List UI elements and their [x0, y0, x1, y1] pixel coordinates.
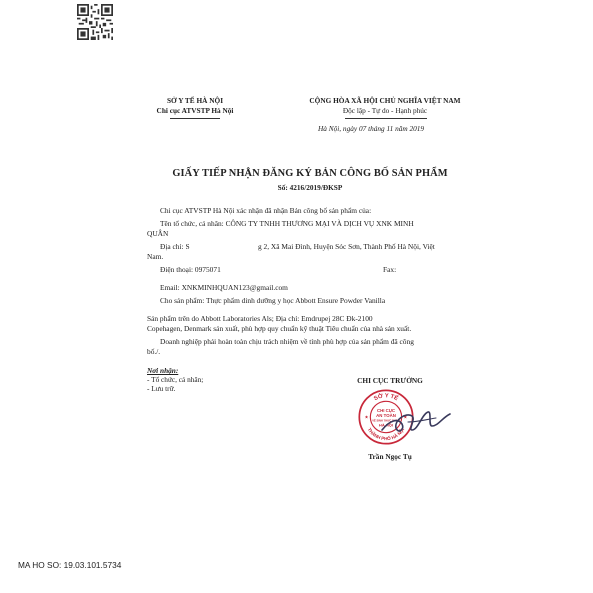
phone-number: Điện thoại: 0975071: [160, 265, 221, 274]
manufacturer-info-cont: Copehagen, Denmark sản xuất, phù hợp quy chuẩn kỹ thuật Tiêu chuẩn của nhà sản xuất.: [147, 324, 412, 333]
address-cont: Nam.: [147, 252, 164, 261]
stamp-star-icon: ★: [364, 415, 369, 421]
signer-role: CHI CỤC TRƯỞNG: [357, 376, 423, 385]
recipient-item: - Tổ chức, cá nhân;: [147, 375, 204, 384]
product-name: Cho sản phẩm: Thực phẩm dinh dưỡng y học Abbott Ensure Powder Vanilla: [160, 296, 386, 305]
stamp-top-text: SỞ Y TẾ: [373, 393, 399, 403]
stamp-inner-text: VỆ SINH THỰC PHẨM: [372, 419, 400, 423]
issue-date: Hà Nội, ngày 07 tháng 11 năm 2019: [318, 124, 425, 133]
signer-name: Trần Ngọc Tụ: [368, 452, 412, 461]
qr-code-icon: [77, 4, 113, 40]
email-label: Email:: [160, 283, 182, 292]
issuing-department: SỞ Y TẾ HÀ NỘI: [166, 96, 224, 105]
national-motto: Độc lập - Tự do - Hạnh phúc: [342, 106, 428, 115]
address-label: Địa chỉ: S: [160, 242, 190, 251]
document-number: Số: 4216/2019/ĐKSP: [277, 183, 343, 192]
handwritten-signature-icon: [378, 400, 454, 444]
responsibility-statement: Doanh nghiệp phải hoàn toàn chịu trách nhiệm về tính phù hợp của sản phẩm đã công: [160, 337, 414, 346]
document-title: GIẤY TIẾP NHẬN ĐĂNG KÝ BẢN CÔNG BỐ SẢN PHẨM: [172, 168, 448, 179]
email-row: [160, 283, 410, 293]
header-left-underline: [170, 118, 220, 119]
national-title: CỘNG HÒA XÃ HỘI CHỦ NGHĨA VIỆT NAM: [309, 96, 461, 105]
recipient-item: - Lưu trữ.: [147, 384, 176, 393]
organization-name: Tên tổ chức, cá nhân: CÔNG TY TNHH THƯƠNG MẠI VÀ DỊCH VỤ XNK MINH: [160, 219, 414, 228]
stamp-inner-text: AN TOÀN: [376, 413, 396, 418]
intro-text: Chi cục ATVSTP Hà Nội xác nhận đã nhận Bản công bố sản phẩm của:: [160, 206, 372, 215]
email-value: XNKMINHQUAN123@gmail.com: [181, 283, 288, 292]
stamp-inner-text: HÀ NỘI: [378, 422, 394, 428]
manufacturer-info: Sản phẩm trên do Abbott Laboratories Als; Địa chỉ: Emdrupej 28C Đk-2100: [147, 314, 373, 323]
file-code: MA HO SO: 19.03.101.5734: [18, 560, 122, 570]
fax-label: Fax:: [383, 265, 397, 274]
stamp-star-icon: ★: [403, 415, 408, 421]
organization-name-cont: QUÂN: [147, 229, 169, 238]
responsibility-statement-cont: bố./.: [147, 347, 161, 356]
stamp-bottom-text: THÀNH PHỐ HÀ NỘI: [366, 427, 406, 442]
issuing-agency: Chi cục ATVSTP Hà Nội: [156, 106, 234, 115]
address-value: g 2, Xã Mai Đình, Huyện Sóc Sơn, Thành Phố Hà Nội, Việt: [258, 242, 435, 251]
recipients-title: Nơi nhận:: [147, 366, 179, 375]
stamp-inner-text: CHI CỤC: [376, 407, 396, 413]
header-right-underline: [345, 118, 427, 119]
